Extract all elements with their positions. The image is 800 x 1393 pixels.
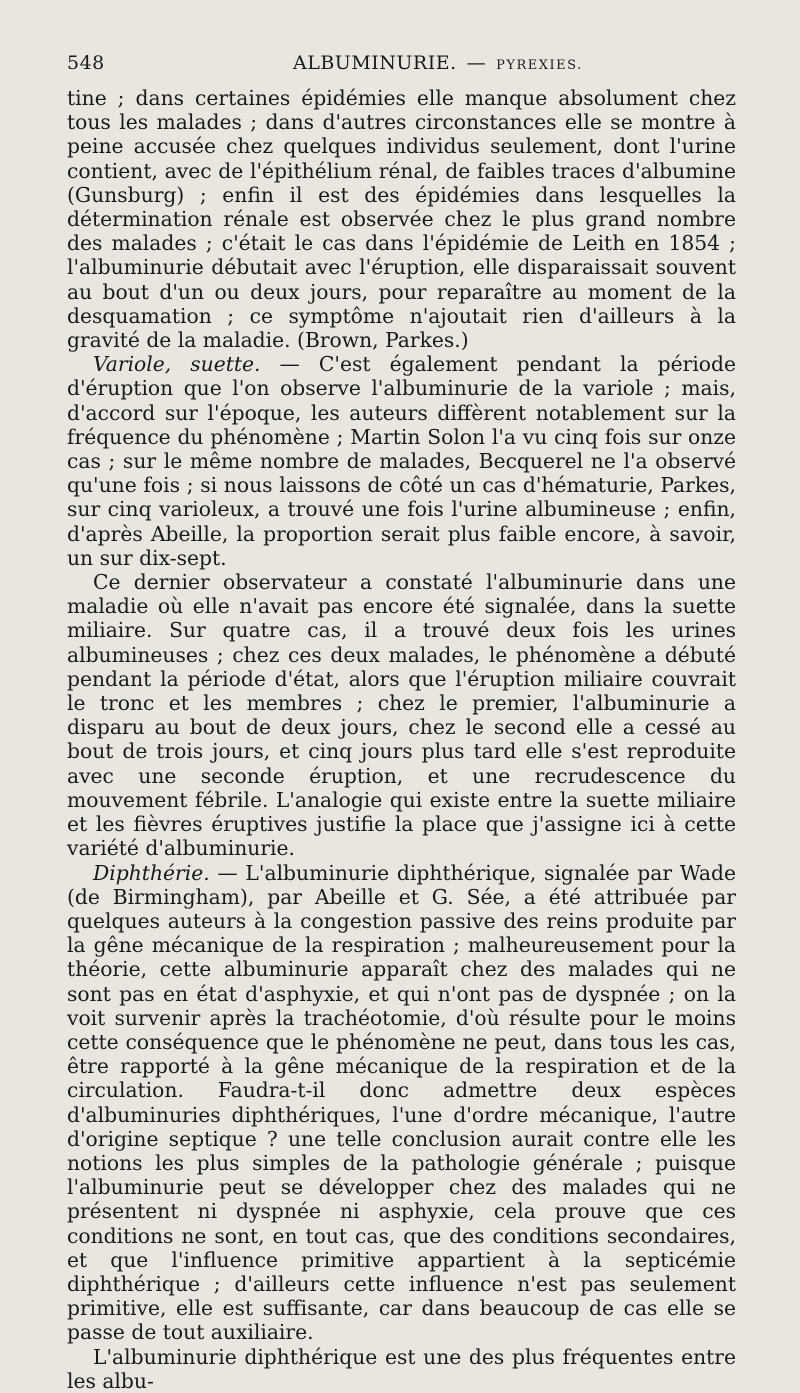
paragraph-text: — C'est également pendant la période d'éruption que l'on observe l'albuminurie de la variole ; mais, d'accord sur l'époque, les auteurs diffèrent notablement sur la fréquence du phénomène ; Martin Solon l'a vu cinq fois sur onze cas ; sur le même nombre de malades, Becquerel ne l'a observé qu'une fois ; si nous laissons de côté un cas d'hématurie, Parkes, sur cinq varioleux, a trouvé une fois l'urine albumineuse ; enfin, d'après Abeille, la proportion serait plus faible encore, à savoir, un sur dix-sept. [67, 352, 737, 570]
paragraph [67, 1345, 736, 1393]
running-separator: — [466, 52, 487, 74]
paragraph [67, 86, 736, 352]
paragraph-text: Ce dernier observateur a constaté l'albuminurie dans une maladie où elle n'avait pas encore été signalée, dans la suette miliaire. Sur quatre cas, il a trouvé deux fois les urines albumineuses ; chez ces deux malades, le phénomène a débuté pendant la période d'état, alors que l'éruption miliaire couvrait le tronc et les membres ; chez le premier, l'albuminurie a disparu au bout de deux jours, chez le second elle a cessé au bout de trois jours, et cinq jours plus tard elle s'est reproduite avec une seconde éruption, et une recrudescence du mouvement fébrile. L'analogie qui existe entre la suette miliaire et les fièvres éruptives justifie la place que j'assigne ici à cette variété d'albuminurie. [67, 570, 736, 861]
running-title: ALBUMINURIE. [293, 52, 457, 74]
run-in-heading: Diphthérie. [93, 860, 210, 885]
paragraph-text: tine ; dans certaines épidémies elle manque absolument chez tous les malades ; dans d'autres circonstances elle se montre à peine accusée chez quelques individus seulement, dont l'urine contient, avec de l'épithélium rénal, de faibles traces d'albumine (Gunsburg) ; enfin il est des épidémies dans lesquelles la détermination rénale est observée chez le plus grand nombre des malades ; c'était le cas dans l'épidémie de Leith en 1854 ; l'albuminurie débutait avec l'éruption, elle disparaissait souvent au bout d'un ou deux jours, pour reparaître au moment de la desquamation ; ce symptôme n'ajoutait rien d'ailleurs à la gravité de la maladie. (Brown, Parkes.) [67, 86, 736, 353]
paragraph-text: — L'albuminurie diphthérique, signalée par Wade (de Birmingham), par Abeille et G. Sée, a été attribuée par quelques auteurs à la congestion passive des reins produite par la gêne mécanique de la respiration ; malheureusement pour la théorie, cette albuminurie apparaît chez des malades qui ne sont pas en état d'asphyxie, et qui n'ont pas de dyspnée ; on la voit survenir après la trachéotomie, d'où résulte pour le moins cette conséquence que le phénomène ne peut, dans tous les cas, être rapporté à la gêne mécanique de la respiration et de la circulation. Faudra-t-il donc admettre deux espèces d'albuminuries diphthériques, l'une d'ordre mécanique, l'autre d'origine septique ? une telle conclusion aurait contre elle les notions les plus simples de la pathologie générale ; puisque l'albuminurie peut se développer chez des malades qui ne présentent ni dyspnée ni asphyxie, cela prouve que ces conditions ne sont, en tout cas, que des conditions secondaires, et que l'influence primitive appartient à la septicémie diphthérique ; d'ailleurs cette influence n'est pas seulement primitive, elle est suffisante, car dans beaucoup de cas elle se passe de tout auxiliaire. [67, 860, 736, 1345]
paragraph [67, 861, 736, 1345]
paragraph [67, 570, 736, 860]
running-head [67, 52, 736, 86]
body-text [67, 86, 736, 1393]
paragraph [67, 352, 736, 570]
run-in-heading: Variole, suette. [93, 352, 261, 377]
paragraph-text: L'albuminurie diphthérique est une des plus fréquentes entre les albu- [67, 1344, 736, 1393]
page-number: 548 [67, 52, 105, 74]
running-section: PYREXIES. [496, 58, 583, 73]
